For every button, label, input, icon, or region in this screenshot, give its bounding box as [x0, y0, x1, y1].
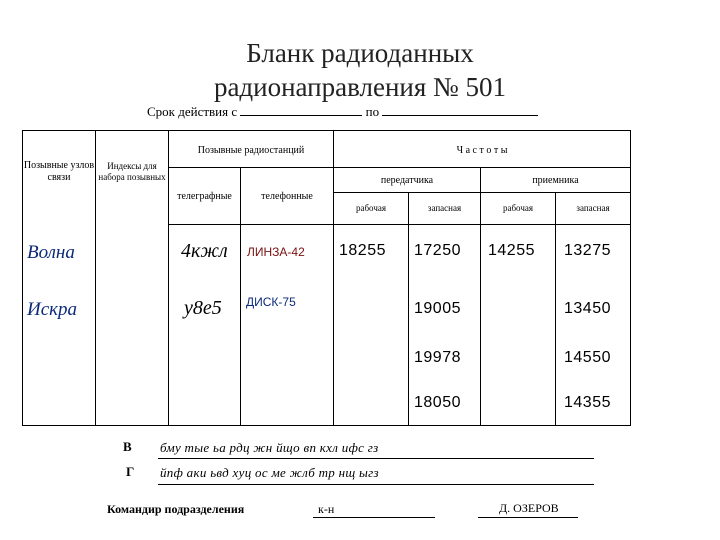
tx-working-freq-1: 18255	[339, 242, 386, 259]
telephone-callsign-1: ЛИНЗА-42	[247, 245, 305, 259]
commander-label: Командир подразделения	[107, 502, 245, 516]
header-tx-working: рабочая	[355, 203, 386, 213]
header-transmitter: передатчика	[380, 175, 434, 186]
code-row-v-label: В	[123, 439, 132, 454]
tx-spare-freq-1: 17250	[414, 242, 461, 259]
tx-spare-freq-4: 18050	[414, 394, 461, 411]
validity-to-field[interactable]	[382, 104, 538, 116]
header-frequencies: Ч а с т о т ы	[456, 145, 508, 156]
header-tx-spare: запасная	[427, 203, 462, 213]
telegraph-callsign-2: у8е5	[184, 297, 222, 319]
commander-name: Д. ОЗЕРОВ	[499, 501, 559, 515]
commander-rank: к-н	[318, 502, 335, 516]
header-rx-working: рабочая	[502, 203, 533, 213]
rx-spare-freq-2: 13450	[564, 300, 611, 317]
rx-spare-freq-3: 14550	[564, 349, 611, 366]
telegraph-callsign-1: 4кжл	[181, 240, 228, 262]
telephone-callsign-2: ДИСК-75	[246, 295, 296, 309]
header-radio-callsigns: Позывные радиостанций	[197, 145, 305, 156]
validity-from-label: Срок действия с	[147, 104, 238, 119]
header-rx-spare: запасная	[576, 203, 610, 213]
header-telephone: телефонные	[261, 191, 313, 202]
node-callsign-volna: Волна	[27, 242, 75, 263]
node-callsign-iskra: Искра	[27, 299, 78, 320]
rx-spare-freq-1: 13275	[564, 242, 611, 259]
header-node-callsigns: Позывные узлов связи	[23, 160, 95, 183]
form-title-line1: Бланк радиоданных	[246, 38, 474, 68]
rx-spare-freq-4: 14355	[564, 394, 611, 411]
header-telegraph: телеграфные	[177, 191, 232, 202]
validity-to-label: по	[365, 104, 380, 119]
form-title-line2: радионаправления № 501	[213, 72, 507, 102]
tx-spare-freq-2: 19005	[414, 300, 461, 317]
validity-period	[147, 104, 538, 120]
code-row-g-label: Г	[126, 464, 135, 479]
tx-spare-freq-3: 19978	[414, 349, 461, 366]
rx-working-freq-1: 14255	[488, 242, 535, 259]
code-row-v-value: бму тые ьа рдц жн йщо вп кхл ифс гз	[160, 440, 379, 455]
header-receiver: приемника	[532, 175, 579, 186]
code-row-g-value: йпф аки ьвд хуц ос ме жлб тр нщ ыгз	[160, 465, 379, 480]
validity-from-field[interactable]	[240, 104, 362, 116]
header-indices: Индексы для набора позывных	[98, 161, 166, 182]
